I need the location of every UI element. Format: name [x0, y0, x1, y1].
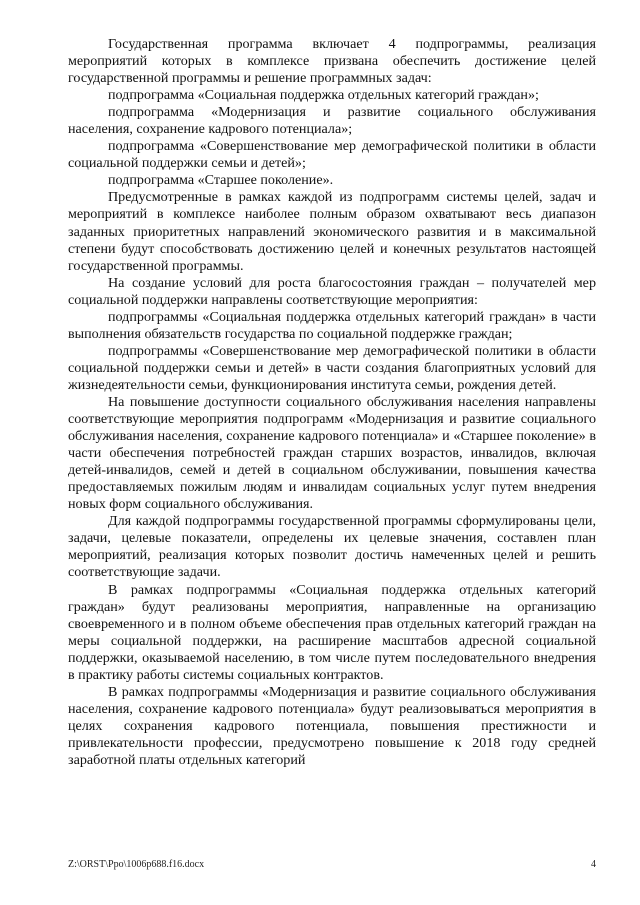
paragraph-subprogram-support: В рамках подпрограммы «Социальная поддержка отдельных категорий граждан» будут реализованы мероприятия, направленные на организацию своевременного и в полном объеме обеспечения прав отдельных категорий граждан на меры социальной поддержки, на расширение масштабов адресной социальной поддержки, оказываемой населению, в том числе путем последовательного внедрения в практику работы системы социальных контрактов. [68, 581, 596, 683]
paragraph-subprogram-3: подпрограмма «Совершенствование мер демографической политики в области социальной поддержки семьи и детей»; [68, 138, 596, 172]
document-body [68, 36, 596, 769]
paragraph-welfare-item-1: подпрограммы «Социальная поддержка отдельных категорий граждан» в части выполнения обязательств государства по социальной поддержке граждан; [68, 308, 596, 342]
paragraph-subprogram-modernization: В рамках подпрограммы «Модернизация и развитие социального обслуживания населения, сохранение кадрового потенциала» будут реализовываться мероприятия в целях сохранения кадрового потенциала, повышения престижности и привлекательности профессии, предусмотрено повышение к 2018 году средней заработной платы отдельных категорий [68, 683, 596, 768]
paragraph-subprogram-2: подпрограмма «Модернизация и развитие социального обслуживания населения, сохранение кадрового потенциала»; [68, 104, 596, 138]
paragraph-welfare: На создание условий для роста благосостояния граждан – получателей мер социальной поддержки направлены соответствующие мероприятия: [68, 274, 596, 308]
page-number: 4 [591, 859, 596, 870]
paragraph-subprogram-4: подпрограмма «Старшее поколение». [108, 172, 334, 189]
paragraph-goals: Предусмотренные в рамках каждой из подпрограмм системы целей, задач и мероприятий в комплексе наиболее полным образом охватывают весь диапазон заданных приоритетных направлений экономического развития и в максимальной степени будут способствовать достижению целей и конечных результатов настоящей государственной программы. [68, 189, 596, 274]
footer-file-path: Z:\ORST\Ppo\1006p688.f16.docx [68, 859, 205, 870]
paragraph-welfare-item-2: подпрограммы «Совершенствование мер демографической политики в области социальной поддержки семьи и детей» в части создания благоприятных условий для жизнедеятельности семьи, функционирования института семьи, рождения детей. [68, 342, 596, 393]
paragraph-targets: Для каждой подпрограммы государственной программы сформулированы цели, задачи, целевые показатели, определены их целевые значения, составлен план мероприятий, реализация которых позволит достичь намеченных целей и решить соответствующие задачи. [68, 513, 596, 581]
paragraph-subprogram-1: подпрограмма «Социальная поддержка отдельных категорий граждан»; [108, 87, 539, 104]
paragraph-intro: Государственная программа включает 4 подпрограммы, реализация мероприятий которых в комплексе призвана обеспечить достижение целей государственной программы и решение программных задач: [68, 36, 596, 87]
paragraph-accessibility: На повышение доступности социального обслуживания населения направлены соответствующие мероприятия подпрограмм «Модернизация и развитие социального обслуживания населения, сохранение кадрового потенциала» и «Старшее поколение» в части обеспечения потребностей граждан старших возрастов, инвалидов, включая детей-инвалидов, семей и детей в социальном обслуживании, повышения качества предоставляемых пожилым людям и инвалидам социальных услуг путем внедрения новых форм социального обслуживания. [68, 393, 596, 513]
